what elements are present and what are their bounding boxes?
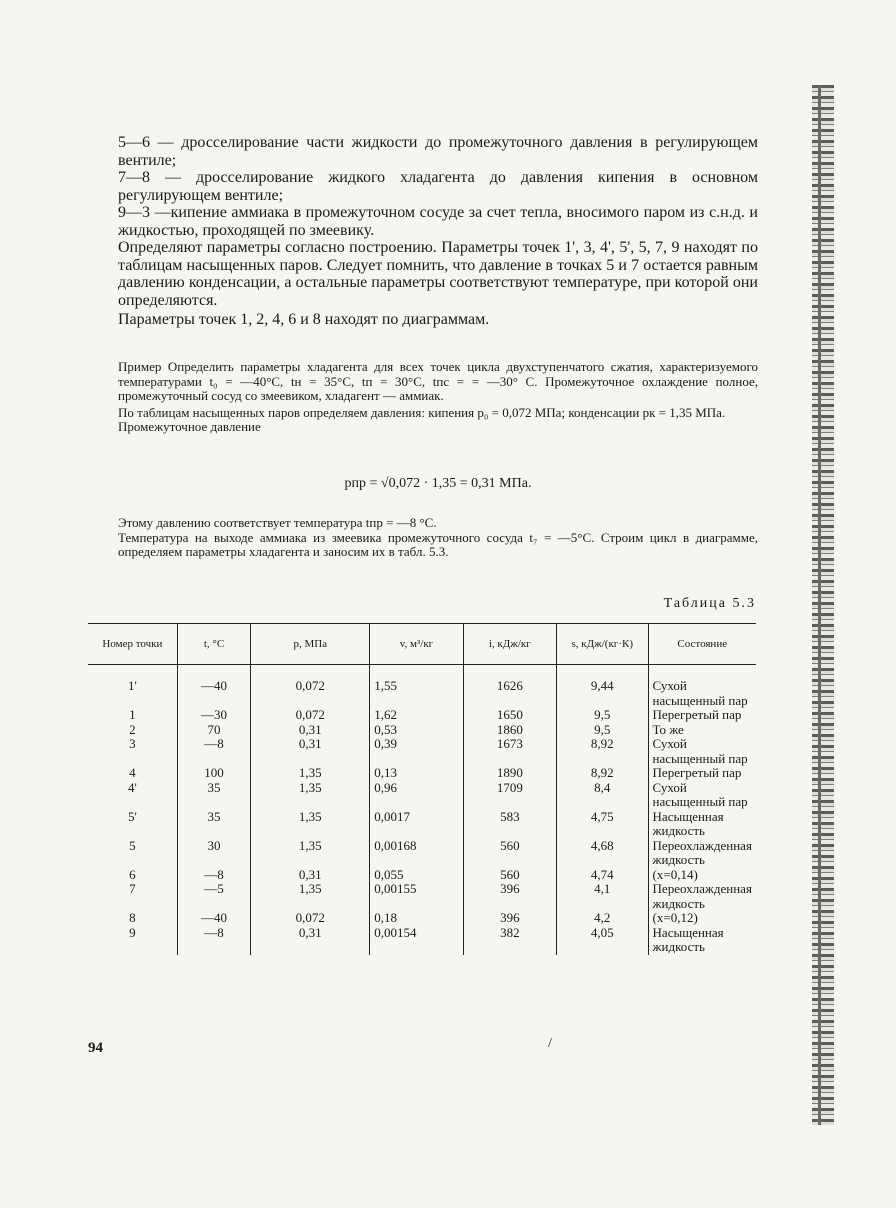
cell-i: 1709	[463, 781, 556, 810]
cell-state: Насыщенная жидкость	[648, 810, 756, 839]
cell-v: 0,39	[370, 737, 463, 766]
table-header-row	[88, 624, 756, 665]
cell-i: 396	[463, 911, 556, 926]
table-row	[88, 882, 756, 911]
cell-point: 5'	[127, 808, 137, 824]
table-row	[88, 926, 756, 955]
paragraph-diagram: Параметры точек 1, 2, 4, 6 и 8 находят по диаграммам.	[118, 311, 490, 328]
example-block-2	[118, 516, 758, 560]
formula: pпр = √0,072 · 1,35 = 0,31 МПа.	[344, 476, 532, 491]
cell-state: Перегретый пар	[648, 766, 756, 781]
cell-point: 3	[129, 736, 136, 751]
cell-p: 0,072	[251, 911, 370, 926]
cell-t: 35	[177, 810, 250, 839]
cell-t: —8	[177, 868, 250, 883]
table-row	[88, 810, 756, 839]
cell-t: —40	[177, 665, 250, 709]
paragraph-9-3: 9—3 —кипение аммиака в промежуточном сосуде за счет тепла, вносимого паром из с.н.д. и жидкостью, проходящей по змеевику.	[118, 204, 758, 239]
cell-t: 100	[177, 766, 250, 781]
cell-p: 0,31	[251, 723, 370, 738]
cell-i: 396	[463, 882, 556, 911]
scan-binding-edge	[812, 85, 834, 1125]
cell-point: 9	[129, 924, 136, 940]
example-pressures: По таблицам насыщенных паров определяем давления: кипения p₀ = 0,072 МПа; конденсации pк = 1,35 МПа.	[118, 404, 726, 420]
cell-v: 0,00168	[370, 839, 463, 868]
cell-point: 8	[129, 910, 136, 925]
cell-t: —8	[177, 737, 250, 766]
cell-state: Насыщенная жидкость	[648, 926, 756, 955]
cell-t: —8	[177, 926, 250, 955]
example-coil-outlet: Температура на выходе аммиака из змеевика промежуточного сосуда t₇ = —5°С. Строим цикл в диаграмме, определяем параметры хладагента и заносим их в табл. 5.3.	[118, 529, 758, 559]
table-row	[88, 911, 756, 926]
cell-p: 1,35	[251, 810, 370, 839]
table-row	[88, 737, 756, 766]
cell-v: 1,62	[370, 708, 463, 723]
cell-s: 9,5	[556, 723, 648, 738]
cell-point: 2	[129, 721, 136, 737]
cell-i: 560	[463, 839, 556, 868]
cell-i: 1626	[463, 665, 556, 709]
cell-t: 30	[177, 839, 250, 868]
parameters-table	[88, 623, 756, 955]
cell-t: 35	[177, 781, 250, 810]
example-block	[118, 360, 758, 435]
cell-i: 560	[463, 868, 556, 883]
page-number: 94	[88, 1040, 103, 1056]
cell-i: 1890	[463, 766, 556, 781]
cell-v: 1,55	[370, 665, 463, 709]
cell-v: 0,0017	[370, 810, 463, 839]
cell-state: (x=0,12)	[648, 911, 756, 926]
paragraph-5-6: 5—6 — дросселирование части жидкости до промежуточного давления в регулирующем вентиле;	[118, 134, 758, 169]
table-caption: Таблица 5.3	[663, 596, 756, 611]
cell-p: 1,35	[251, 882, 370, 911]
cell-v: 0,13	[370, 766, 463, 781]
cell-s: 8,92	[556, 766, 648, 781]
table-row	[88, 781, 756, 810]
cell-state: Переохлажденная жидкость	[648, 839, 756, 868]
table-row	[88, 839, 756, 868]
cell-point: 4	[129, 765, 136, 780]
cell-p: 1,35	[251, 781, 370, 810]
header-point: Номер точки	[88, 624, 177, 665]
cell-i: 1860	[463, 723, 556, 738]
cell-p: 0,072	[251, 708, 370, 723]
cell-t: —30	[177, 708, 250, 723]
table-row	[88, 665, 756, 709]
header-enthalpy: i, кДж/кг	[463, 624, 556, 665]
cell-state: Сухой насыщенный пар	[648, 781, 756, 810]
cell-s: 9,5	[556, 708, 648, 723]
cell-v: 0,96	[370, 781, 463, 810]
header-entropy: s, кДж/(кг·К)	[556, 624, 648, 665]
cell-p: 0,072	[251, 665, 370, 709]
cell-v: 0,53	[370, 723, 463, 738]
cell-state: Сухой насыщенный пар	[648, 737, 756, 766]
stray-mark: /	[548, 1036, 552, 1051]
paragraph-params: Определяют параметры согласно построению. Параметры точек 1', 3, 4', 5', 5, 7, 9 находят по таблицам насыщенных паров. Следует помнить, что давление в точках 5 и 7 остается равным давлению конденсации, а остальные параметры соответствуют температуре, при которой они определяются.	[118, 239, 758, 309]
cell-state: То же	[648, 723, 756, 738]
header-pressure: p, МПа	[251, 624, 370, 665]
cell-t: —5	[177, 882, 250, 911]
paragraph-7-8: 7—8 — дросселирование жидкого хладагента до давления кипения в основном регулирующем вентиле;	[118, 169, 758, 204]
example-intermediate-label: Промежуточное давление	[118, 419, 261, 434]
cell-point: 7	[129, 881, 136, 896]
cell-p: 1,35	[251, 766, 370, 781]
cell-v: 0,00154	[370, 926, 463, 955]
cell-state: Переохлажденная жидкость	[648, 882, 756, 911]
cell-point: 1'	[127, 678, 137, 693]
cell-point: 6	[129, 866, 136, 882]
cell-i: 583	[463, 810, 556, 839]
cell-point: 4'	[127, 779, 137, 795]
cell-p: 0,31	[251, 868, 370, 883]
header-state: Состояние	[648, 624, 756, 665]
cell-i: 1650	[463, 708, 556, 723]
example-temperature: Этому давлению соответствует температура tпр = —8 °С.	[118, 515, 437, 530]
cell-s: 8,4	[556, 781, 648, 810]
cell-s: 4,1	[556, 882, 648, 911]
table-row	[88, 868, 756, 883]
cell-s: 4,74	[556, 868, 648, 883]
table-row	[88, 723, 756, 738]
cell-p: 0,31	[251, 737, 370, 766]
header-temperature: t, °С	[177, 624, 250, 665]
cell-t: 70	[177, 723, 250, 738]
cell-s: 4,2	[556, 911, 648, 926]
cell-state: Перегретый пар	[648, 708, 756, 723]
table-row	[88, 766, 756, 781]
cell-s: 9,44	[556, 665, 648, 709]
cell-v: 0,055	[370, 868, 463, 883]
cell-v: 0,00155	[370, 882, 463, 911]
cell-i: 1673	[463, 737, 556, 766]
example-intro: Пример Определить параметры хладагента для всех точек цикла двухступенчатого сжатия, характеризуемого температурами t₀ = —40°С, tн = 35°С, tп = 30°С, tпс = = —30° С. Промежуточное охлаждение полное, промежуточный сосуд со змеевиком, хладагент — аммиак.	[118, 359, 758, 403]
cell-s: 4,05	[556, 926, 648, 955]
header-volume: v, м³/кг	[370, 624, 463, 665]
cell-point: 1	[129, 707, 136, 722]
cell-p: 0,31	[251, 926, 370, 955]
cell-state: (x=0,14)	[648, 868, 756, 883]
cell-point: 5	[129, 837, 136, 853]
cell-i: 382	[463, 926, 556, 955]
cell-s: 8,92	[556, 737, 648, 766]
cell-s: 4,75	[556, 810, 648, 839]
top-text	[118, 134, 758, 329]
table-row	[88, 708, 756, 723]
cell-p: 1,35	[251, 839, 370, 868]
cell-v: 0,18	[370, 911, 463, 926]
cell-state: Сухой насыщенный пар	[648, 665, 756, 709]
cell-t: —40	[177, 911, 250, 926]
cell-s: 4,68	[556, 839, 648, 868]
